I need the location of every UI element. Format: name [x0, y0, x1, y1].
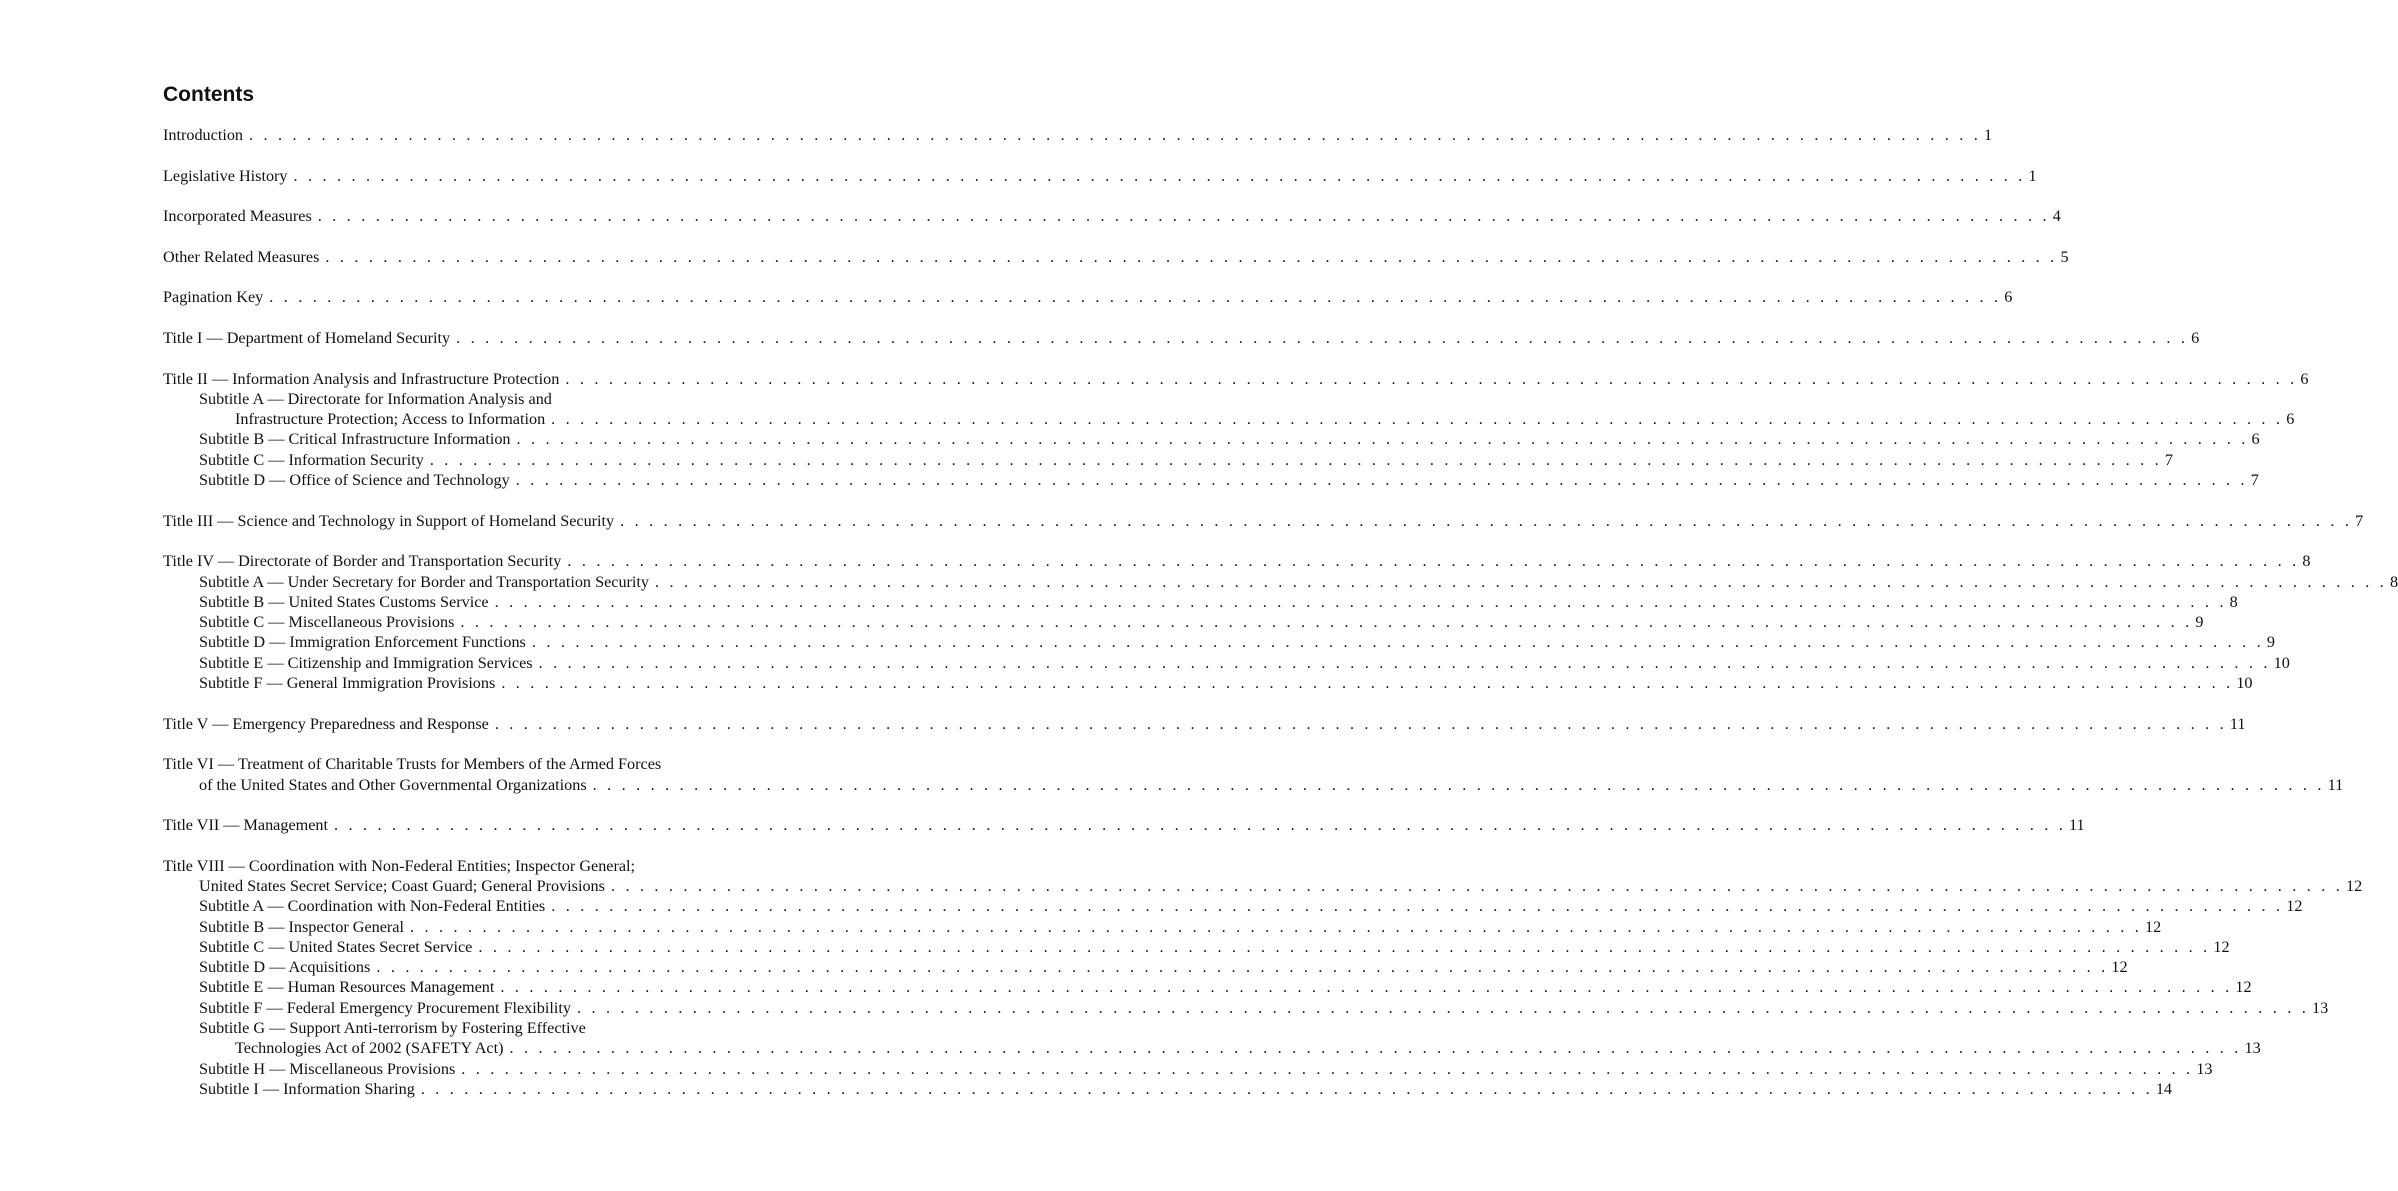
- dot-leader: . . . . . . . . . . . . . . . . . . . . . . . . . . . . . . . . . . . . . . . . . . . . . . . . . . . . . . . . . . . . . . . . . . . . . . . . . . . . . . . . . . . . . . . . . . . . . . . . . . . . . . . . . . . . . . . . . . . . . . . .: [551, 410, 2284, 429]
- toc-entry[interactable]: [163, 206, 2061, 226]
- toc-group: [163, 206, 2061, 226]
- toc-page-number: 11: [2327, 775, 2344, 794]
- dot-leader: . . . . . . . . . . . . . . . . . . . . . . . . . . . . . . . . . . . . . . . . . . . . . . . . . . . . . . . . . . . . . . . . . . . . . . . . . . . . . . . . . . . . . . . . . . . . . . . . . . . . . . . . . . . . . . . . . . . . . . . .: [620, 511, 2353, 530]
- toc-entry[interactable]: [163, 429, 2260, 449]
- toc-entry[interactable]: [163, 937, 2230, 957]
- toc-entry[interactable]: [163, 815, 2085, 835]
- toc-entry-title: Title V — Emergency Preparedness and Response: [163, 714, 489, 733]
- toc-entry[interactable]: [163, 287, 2013, 307]
- toc-entry-title: Legislative History: [163, 166, 288, 185]
- toc-entry[interactable]: [163, 1038, 2261, 1058]
- dot-leader: . . . . . . . . . . . . . . . . . . . . . . . . . . . . . . . . . . . . . . . . . . . . . . . . . . . . . . . . . . . . . . . . . . . . . . . . . . . . . . . . . . . . . . . . . . . . . . . . . . . . . . . . . . . . . . . . . . . . . . . .: [567, 552, 2300, 571]
- dot-leader: . . . . . . . . . . . . . . . . . . . . . . . . . . . . . . . . . . . . . . . . . . . . . . . . . . . . . . . . . . . . . . . . . . . . . . . . . . . . . . . . . . . . . . . . . . . . . . . . . . . . . . . . . . . . . . . . . . . . . . . .: [420, 1079, 2153, 1098]
- toc-entry: [163, 754, 758, 774]
- toc-group: [163, 856, 2363, 1100]
- toc-entry[interactable]: [163, 328, 2200, 348]
- toc-entry-title: Subtitle E — Human Resources Management: [199, 978, 495, 997]
- toc-entry[interactable]: [163, 673, 2253, 693]
- table-of-contents: [163, 125, 2398, 1099]
- toc-entry[interactable]: [163, 977, 2252, 997]
- toc-group: [163, 247, 2069, 267]
- toc-entry-title: Title III — Science and Technology in Support of Homeland Security: [163, 511, 615, 530]
- dot-leader: . . . . . . . . . . . . . . . . . . . . . . . . . . . . . . . . . . . . . . . . . . . . . . . . . . . . . . . . . . . . . . . . . . . . . . . . . . . . . . . . . . . . . . . . . . . . . . . . . . . . . . . . . . . . . . . . . . . . . . . .: [509, 1039, 2242, 1058]
- toc-entry-title: Subtitle C — United States Secret Service: [199, 937, 473, 956]
- toc-page-number: 8: [2302, 552, 2311, 571]
- toc-group: [163, 511, 2364, 531]
- dot-leader: . . . . . . . . . . . . . . . . . . . . . . . . . . . . . . . . . . . . . . . . . . . . . . . . . . . . . . . . . . . . . . . . . . . . . . . . . . . . . . . . . . . . . . . . . . . . . . . . . . . . . . . . . . . . . . . . . . . . . . . .: [516, 430, 2249, 449]
- dot-leader: . . . . . . . . . . . . . . . . . . . . . . . . . . . . . . . . . . . . . . . . . . . . . . . . . . . . . . . . . . . . . . . . . . . . . . . . . . . . . . . . . . . . . . . . . . . . . . . . . . . . . . . . . . . . . . . . . . . . . . . .: [551, 897, 2284, 916]
- toc-entry[interactable]: [163, 775, 2344, 795]
- toc-page-number: 7: [2250, 471, 2259, 490]
- toc-entry[interactable]: [163, 714, 2246, 734]
- toc-page-number: 7: [2164, 450, 2173, 469]
- dot-leader: . . . . . . . . . . . . . . . . . . . . . . . . . . . . . . . . . . . . . . . . . . . . . . . . . . . . . . . . . . . . . . . . . . . . . . . . . . . . . . . . . . . . . . . . . . . . . . . . . . . . . . . . . . . . . . . . . . . . . . . .: [538, 653, 2271, 672]
- dot-leader: . . . . . . . . . . . . . . . . . . . . . . . . . . . . . . . . . . . . . . . . . . . . . . . . . . . . . . . . . . . . . . . . . . . . . . . . . . . . . . . . . . . . . . . . . . . . . . . . . . . . . . . . . . . . . . . . . . . . . . . .: [478, 937, 2211, 956]
- toc-page-number: 7: [2355, 511, 2364, 530]
- dot-leader: . . . . . . . . . . . . . . . . . . . . . . . . . . . . . . . . . . . . . . . . . . . . . . . . . . . . . . . . . . . . . . . . . . . . . . . . . . . . . . . . . . . . . . . . . . . . . . . . . . . . . . . . . . . . . . . . . . . . . . . .: [293, 166, 2026, 185]
- toc-entry[interactable]: [163, 876, 2363, 896]
- toc-entry[interactable]: [163, 632, 2275, 652]
- toc-entry[interactable]: [163, 247, 2069, 267]
- toc-group: [163, 125, 1993, 145]
- toc-entry-title: Subtitle C — Miscellaneous Provisions: [199, 613, 455, 632]
- toc-group: [163, 815, 2085, 835]
- toc-page-number: 8: [2229, 592, 2238, 611]
- toc-entry-title: Subtitle D — Acquisitions: [199, 958, 371, 977]
- toc-entry[interactable]: [163, 896, 2303, 916]
- toc-page-number: 12: [2235, 978, 2252, 997]
- dot-leader: . . . . . . . . . . . . . . . . . . . . . . . . . . . . . . . . . . . . . . . . . . . . . . . . . . . . . . . . . . . . . . . . . . . . . . . . . . . . . . . . . . . . . . . . . . . . . . . . . . . . . . . . . . . . . . . . . . . . . . . .: [317, 207, 2050, 226]
- toc-entry-title: Infrastructure Protection; Access to Information: [235, 410, 546, 429]
- toc-entry-title: Subtitle A — Coordination with Non-Federal Entities: [199, 897, 546, 916]
- dot-leader: . . . . . . . . . . . . . . . . . . . . . . . . . . . . . . . . . . . . . . . . . . . . . . . . . . . . . . . . . . . . . . . . . . . . . . . . . . . . . . . . . . . . . . . . . . . . . . . . . . . . . . . . . . . . . . . . . . . . . . . .: [249, 126, 1982, 144]
- toc-entry-title: Title VII — Management: [163, 816, 329, 835]
- dot-leader: . . . . . . . . . . . . . . . . . . . . . . . . . . . . . . . . . . . . . . . . . . . . . . . . . . . . . . . . . . . . . . . . . . . . . . . . . . . . . . . . . . . . . . . . . . . . . . . . . . . . . . . . . . . . . . . . . . . . . . . .: [494, 592, 2227, 611]
- dot-leader: . . . . . . . . . . . . . . . . . . . . . . . . . . . . . . . . . . . . . . . . . . . . . . . . . . . . . . . . . . . . . . . . . . . . . . . . . . . . . . . . . . . . . . . . . . . . . . . . . . . . . . . . . . . . . . . . . . . . . . . .: [515, 471, 2248, 490]
- toc-entry[interactable]: [163, 572, 2398, 592]
- dot-leader: . . . . . . . . . . . . . . . . . . . . . . . . . . . . . . . . . . . . . . . . . . . . . . . . . . . . . . . . . . . . . . . . . . . . . . . . . . . . . . . . . . . . . . . . . . . . . . . . . . . . . . . . . . . . . . . . . . . . . . . .: [325, 247, 2058, 266]
- toc-entry[interactable]: [163, 125, 1993, 145]
- dot-leader: . . . . . . . . . . . . . . . . . . . . . . . . . . . . . . . . . . . . . . . . . . . . . . . . . . . . . . . . . . . . . . . . . . . . . . . . . . . . . . . . . . . . . . . . . . . . . . . . . . . . . . . . . . . . . . . . . . . . . . . .: [460, 613, 2193, 632]
- toc-page-number: 6: [2004, 288, 2013, 307]
- toc-entry-title: Subtitle B — Inspector General: [199, 917, 404, 936]
- toc-page-number: 1: [1984, 126, 1993, 144]
- toc-entry[interactable]: [163, 612, 2204, 632]
- toc-group: [163, 369, 2309, 491]
- toc-entry: [163, 389, 758, 409]
- toc-group: [163, 287, 2013, 307]
- toc-page-number: 13: [2311, 998, 2329, 1017]
- dot-leader: . . . . . . . . . . . . . . . . . . . . . . . . . . . . . . . . . . . . . . . . . . . . . . . . . . . . . . . . . . . . . . . . . . . . . . . . . . . . . . . . . . . . . . . . . . . . . . . . . . . . . . . . . . . . . . . . . . . . . . . .: [592, 775, 2325, 794]
- toc-entry-title: Title II — Information Analysis and Infrastructure Protection: [163, 369, 560, 388]
- toc-entry-title: Subtitle C — Information Security: [199, 450, 424, 469]
- toc-entry[interactable]: [163, 998, 2329, 1018]
- toc-entry-title: Other Related Measures: [163, 247, 320, 266]
- toc-entry-title: Title VIII — Coordination with Non-Federal Entities; Inspector General;: [163, 856, 636, 875]
- toc-page-number: 11: [2229, 714, 2246, 733]
- toc-entry-title: Subtitle F — General Immigration Provisions: [199, 674, 496, 693]
- contents-page: [163, 82, 2398, 1120]
- toc-page-number: 9: [2195, 613, 2204, 632]
- toc-entry-title: Subtitle E — Citizenship and Immigration Services: [199, 653, 533, 672]
- toc-group: [163, 714, 2246, 734]
- toc-group: [163, 551, 2398, 693]
- toc-entry-title: Subtitle G — Support Anti-terrorism by Fostering Effective: [199, 1019, 586, 1038]
- toc-entry[interactable]: [163, 166, 2037, 186]
- dot-leader: . . . . . . . . . . . . . . . . . . . . . . . . . . . . . . . . . . . . . . . . . . . . . . . . . . . . . . . . . . . . . . . . . . . . . . . . . . . . . . . . . . . . . . . . . . . . . . . . . . . . . . . . . . . . . . . . . . . . . . . .: [500, 978, 2233, 997]
- toc-page-number: 6: [2191, 328, 2200, 347]
- toc-page-number: 8: [2390, 572, 2398, 591]
- toc-page-number: 9: [2266, 633, 2275, 652]
- dot-leader: . . . . . . . . . . . . . . . . . . . . . . . . . . . . . . . . . . . . . . . . . . . . . . . . . . . . . . . . . . . . . . . . . . . . . . . . . . . . . . . . . . . . . . . . . . . . . . . . . . . . . . . . . . . . . . . . . . . . . . . .: [531, 633, 2264, 652]
- dot-leader: . . . . . . . . . . . . . . . . . . . . . . . . . . . . . . . . . . . . . . . . . . . . . . . . . . . . . . . . . . . . . . . . . . . . . . . . . . . . . . . . . . . . . . . . . . . . . . . . . . . . . . . . . . . . . . . . . . . . . . . .: [410, 917, 2143, 936]
- toc-page-number: 12: [2213, 937, 2230, 956]
- toc-entry[interactable]: [163, 511, 2364, 531]
- toc-entry[interactable]: [163, 369, 2309, 389]
- toc-page-number: 12: [2111, 958, 2128, 977]
- toc-entry-title: Introduction: [163, 126, 244, 144]
- toc-entry[interactable]: [163, 653, 2290, 673]
- toc-page-number: 4: [2052, 207, 2061, 226]
- toc-page-number: 12: [2145, 917, 2162, 936]
- toc-page-number: 14: [2155, 1079, 2173, 1098]
- toc-entry[interactable]: [163, 957, 2128, 977]
- toc-entry[interactable]: [163, 409, 2295, 429]
- toc-page-number: 6: [2300, 369, 2309, 388]
- toc-entry[interactable]: [163, 592, 2238, 612]
- dot-leader: . . . . . . . . . . . . . . . . . . . . . . . . . . . . . . . . . . . . . . . . . . . . . . . . . . . . . . . . . . . . . . . . . . . . . . . . . . . . . . . . . . . . . . . . . . . . . . . . . . . . . . . . . . . . . . . . . . . . . . . .: [429, 450, 2162, 469]
- toc-entry[interactable]: [163, 450, 2173, 470]
- toc-entry-title: Pagination Key: [163, 288, 264, 307]
- toc-entry[interactable]: [163, 917, 2162, 937]
- dot-leader: . . . . . . . . . . . . . . . . . . . . . . . . . . . . . . . . . . . . . . . . . . . . . . . . . . . . . . . . . . . . . . . . . . . . . . . . . . . . . . . . . . . . . . . . . . . . . . . . . . . . . . . . . . . . . . . . . . . . . . . .: [576, 998, 2309, 1017]
- toc-page-number: 12: [2345, 876, 2363, 895]
- dot-leader: . . . . . . . . . . . . . . . . . . . . . . . . . . . . . . . . . . . . . . . . . . . . . . . . . . . . . . . . . . . . . . . . . . . . . . . . . . . . . . . . . . . . . . . . . . . . . . . . . . . . . . . . . . . . . . . . . . . . . . . .: [501, 674, 2234, 693]
- toc-page-number: 6: [2251, 430, 2260, 449]
- toc-entry-title: Incorporated Measures: [163, 207, 312, 226]
- toc-entry-title: Subtitle D — Office of Science and Technology: [199, 471, 510, 490]
- dot-leader: . . . . . . . . . . . . . . . . . . . . . . . . . . . . . . . . . . . . . . . . . . . . . . . . . . . . . . . . . . . . . . . . . . . . . . . . . . . . . . . . . . . . . . . . . . . . . . . . . . . . . . . . . . . . . . . . . . . . . . . .: [456, 328, 2189, 347]
- toc-entry-title: of the United States and Other Governmental Organizations: [199, 775, 587, 794]
- contents-heading: Contents: [163, 83, 254, 106]
- toc-entry-title: United States Secret Service; Coast Guard; General Provisions: [199, 876, 605, 895]
- toc-entry-title: Subtitle A — Under Secretary for Border and Transportation Security: [199, 572, 650, 591]
- toc-page-number: 10: [2273, 653, 2290, 672]
- dot-leader: . . . . . . . . . . . . . . . . . . . . . . . . . . . . . . . . . . . . . . . . . . . . . . . . . . . . . . . . . . . . . . . . . . . . . . . . . . . . . . . . . . . . . . . . . . . . . . . . . . . . . . . . . . . . . . . . . . . . . . . .: [461, 1059, 2194, 1078]
- dot-leader: . . . . . . . . . . . . . . . . . . . . . . . . . . . . . . . . . . . . . . . . . . . . . . . . . . . . . . . . . . . . . . . . . . . . . . . . . . . . . . . . . . . . . . . . . . . . . . . . . . . . . . . . . . . . . . . . . . . . . . . .: [610, 876, 2343, 895]
- toc-entry[interactable]: [163, 470, 2259, 490]
- toc-group: [163, 166, 2037, 186]
- toc-page-number: 10: [2236, 674, 2253, 693]
- toc-page-number: 6: [2286, 410, 2295, 429]
- toc-entry-title: Title IV — Directorate of Border and Transportation Security: [163, 552, 562, 571]
- toc-page-number: 12: [2286, 897, 2303, 916]
- toc-entry-title: Title I — Department of Homeland Security: [163, 328, 451, 347]
- dot-leader: . . . . . . . . . . . . . . . . . . . . . . . . . . . . . . . . . . . . . . . . . . . . . . . . . . . . . . . . . . . . . . . . . . . . . . . . . . . . . . . . . . . . . . . . . . . . . . . . . . . . . . . . . . . . . . . . . . . . . . . .: [565, 369, 2298, 388]
- toc-page-number: 11: [2069, 816, 2085, 835]
- dot-leader: . . . . . . . . . . . . . . . . . . . . . . . . . . . . . . . . . . . . . . . . . . . . . . . . . . . . . . . . . . . . . . . . . . . . . . . . . . . . . . . . . . . . . . . . . . . . . . . . . . . . . . . . . . . . . . . . . . . . . . . .: [334, 816, 2067, 835]
- toc-page-number: 5: [2060, 247, 2069, 266]
- toc-entry-title: Subtitle B — United States Customs Service: [199, 592, 489, 611]
- dot-leader: . . . . . . . . . . . . . . . . . . . . . . . . . . . . . . . . . . . . . . . . . . . . . . . . . . . . . . . . . . . . . . . . . . . . . . . . . . . . . . . . . . . . . . . . . . . . . . . . . . . . . . . . . . . . . . . . . . . . . . . .: [655, 572, 2388, 591]
- dot-leader: . . . . . . . . . . . . . . . . . . . . . . . . . . . . . . . . . . . . . . . . . . . . . . . . . . . . . . . . . . . . . . . . . . . . . . . . . . . . . . . . . . . . . . . . . . . . . . . . . . . . . . . . . . . . . . . . . . . . . . . .: [494, 714, 2227, 733]
- toc-entry-title: Subtitle A — Directorate for Information Analysis and: [199, 389, 552, 408]
- toc-entry[interactable]: [163, 551, 2311, 571]
- toc-entry[interactable]: [163, 1079, 2173, 1099]
- toc-entry-title: Subtitle I — Information Sharing: [199, 1079, 415, 1098]
- toc-entry-title: Subtitle H — Miscellaneous Provisions: [199, 1059, 456, 1078]
- toc-entry: [163, 1018, 758, 1038]
- toc-group: [163, 754, 2344, 795]
- toc-entry-title: Title VI — Treatment of Charitable Trusts for Members of the Armed Forces: [163, 755, 662, 774]
- dot-leader: . . . . . . . . . . . . . . . . . . . . . . . . . . . . . . . . . . . . . . . . . . . . . . . . . . . . . . . . . . . . . . . . . . . . . . . . . . . . . . . . . . . . . . . . . . . . . . . . . . . . . . . . . . . . . . . . . . . . . . . .: [269, 288, 2002, 307]
- toc-entry-title: Technologies Act of 2002 (SAFETY Act): [235, 1039, 504, 1058]
- toc-entry-title: Subtitle B — Critical Infrastructure Information: [199, 430, 511, 449]
- toc-page-number: 1: [2028, 166, 2037, 185]
- toc-page-number: 13: [2244, 1039, 2261, 1058]
- toc-entry-title: Subtitle D — Immigration Enforcement Functions: [199, 633, 526, 652]
- toc-entry-title: Subtitle F — Federal Emergency Procurement Flexibility: [199, 998, 571, 1017]
- toc-entry[interactable]: [163, 1059, 2213, 1079]
- dot-leader: . . . . . . . . . . . . . . . . . . . . . . . . . . . . . . . . . . . . . . . . . . . . . . . . . . . . . . . . . . . . . . . . . . . . . . . . . . . . . . . . . . . . . . . . . . . . . . . . . . . . . . . . . . . . . . . . . . . . . . . .: [376, 958, 2109, 977]
- toc-entry: [163, 856, 758, 876]
- toc-group: [163, 328, 2200, 348]
- toc-page-number: 13: [2196, 1059, 2213, 1078]
